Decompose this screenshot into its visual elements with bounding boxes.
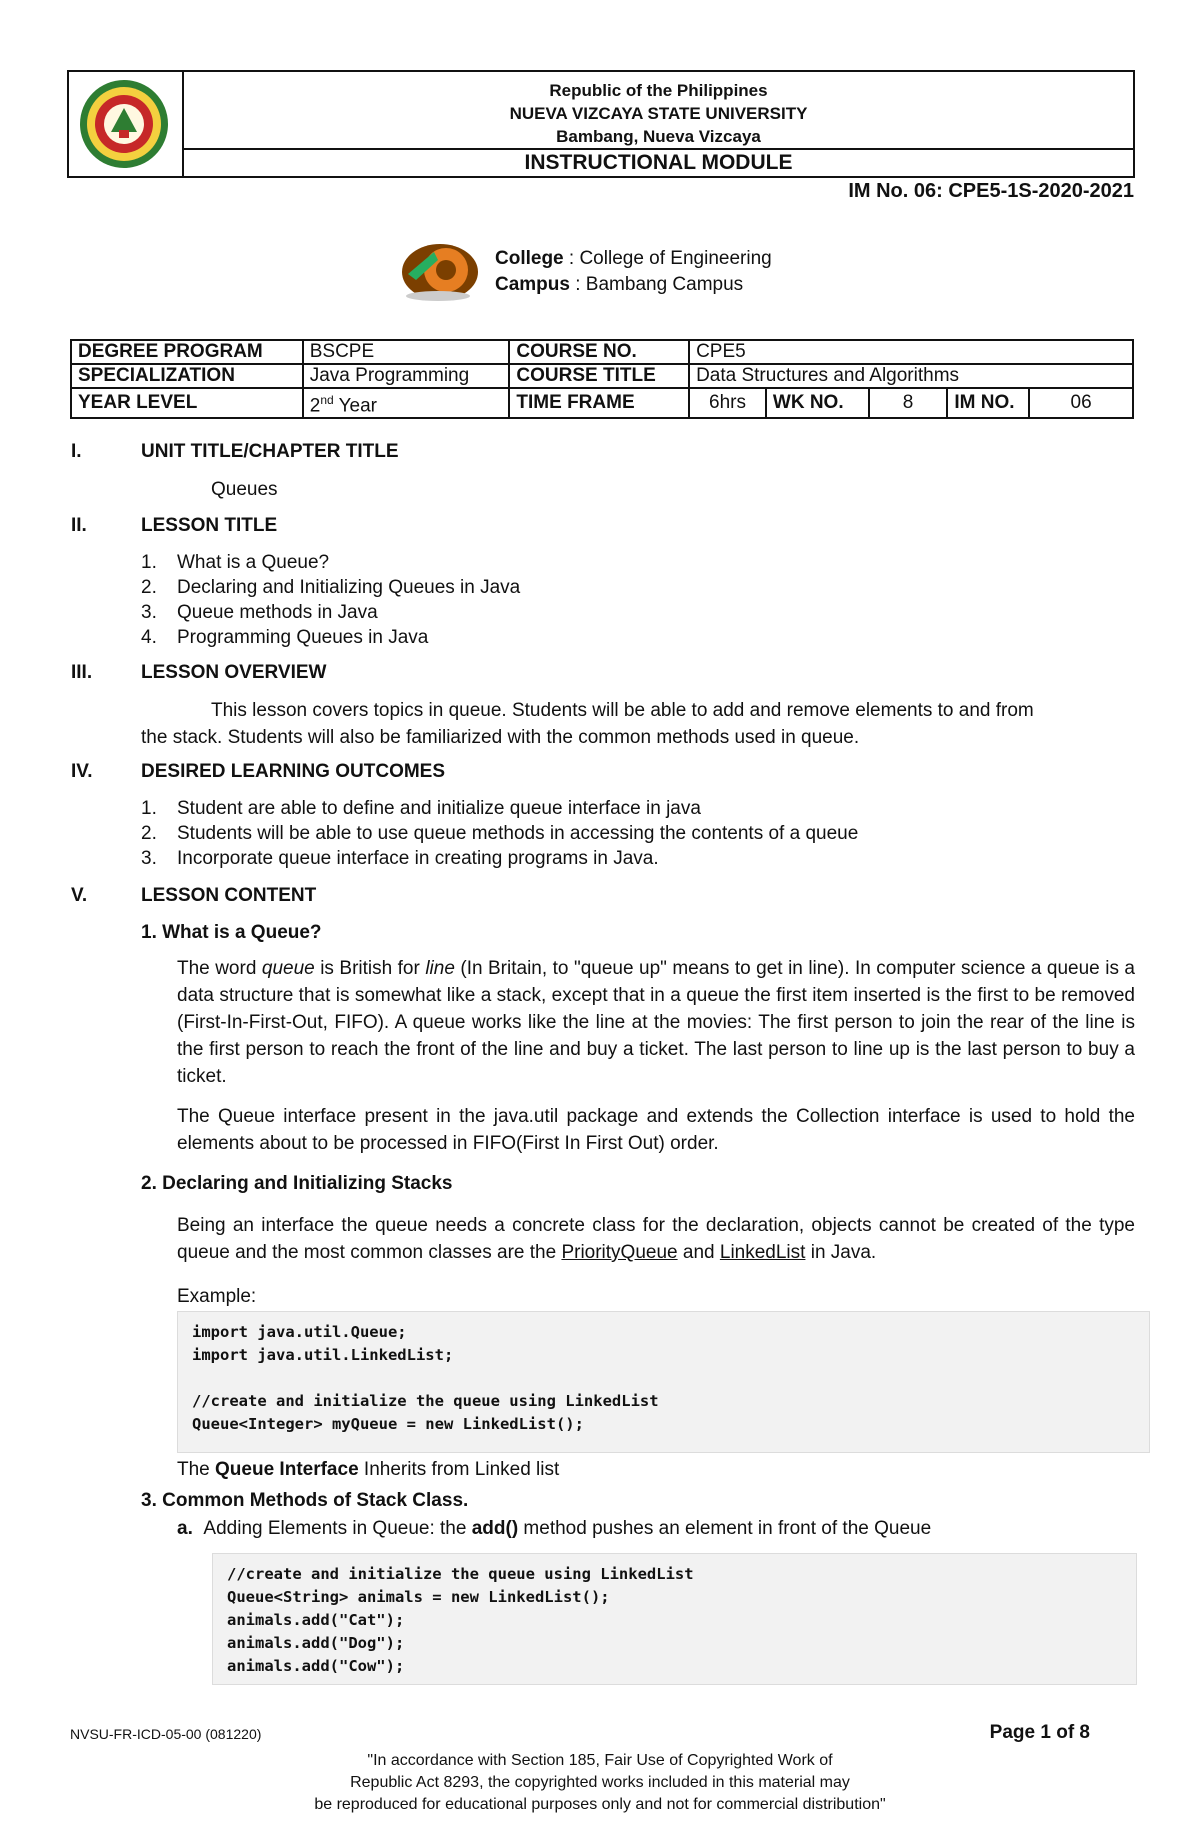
college-label: College <box>495 248 564 269</box>
code-block-add: //create and initialize the queue using LinkedList Queue<String> animals = new LinkedList(); animals.add("Cat"); animals.add("Dog"); animals.add("Cow"); <box>212 1553 1137 1685</box>
campus-value: : Bambang Campus <box>569 274 744 295</box>
section-2-number: II. <box>71 515 87 536</box>
list-item: 3. Incorporate queue interface in creating programs in Java. <box>141 848 659 869</box>
page-number: Page 1 of 8 <box>989 1722 1090 1743</box>
university-location: Bambang, Nueva Vizcaya <box>556 127 761 146</box>
section-2-title: LESSON TITLE <box>141 515 278 536</box>
im-no-value: 06 <box>1029 388 1133 418</box>
im-no-label: IM NO. <box>947 388 1029 418</box>
republic-line: Republic of the Philippines <box>549 81 768 100</box>
specialization-label: SPECIALIZATION <box>71 364 303 388</box>
overview-line-1: This lesson covers topics in queue. Students will be able to add and remove elements to and from <box>211 700 1034 721</box>
lesson-title-list <box>141 550 520 650</box>
wk-no-label: WK NO. <box>766 388 869 418</box>
section-1-title: UNIT TITLE/CHAPTER TITLE <box>141 441 399 462</box>
heading-declaring: 2. Declaring and Initializing Stacks <box>141 1173 453 1194</box>
add-method-item: a. Adding Elements in Queue: the add() method pushes an element in front of the Queue <box>177 1518 932 1539</box>
university-seal-cell <box>69 72 184 176</box>
queue-definition-paragraph: The word queue is British for line (In Britain, to "queue up" means to get in line). In computer science a queue is a data structure that is somewhat like a stack, except that in a queue the first item inserted is the first to be removed (First-In-First-Out, FIFO). A queue works like the line at the movies: The first person to join the rear of the line is the first person to reach the front of the line and buy a ticket. The last person to line up is the last person to buy a ticket. <box>177 958 1135 1087</box>
im-number: IM No. 06: CPE5-1S-2020-2021 <box>848 180 1134 202</box>
code-block-declaration: import java.util.Queue; import java.util.LinkedList; //create and initialize the queue using LinkedList Queue<Integer> myQueue = new LinkedList(); <box>177 1311 1150 1453</box>
inherits-note: The Queue Interface Inherits from Linked list <box>177 1459 560 1480</box>
copyright-note: "In accordance with Section 185, Fair Use of Copyrighted Work of Republic Act 8293, the copyrighted works included in this material may be reproduced for educational purposes only and not for commercial distribution" <box>314 1752 886 1813</box>
wk-no-value: 8 <box>869 388 948 418</box>
list-item: 4. Programming Queues in Java <box>141 627 429 648</box>
university-name: NUEVA VIZCAYA STATE UNIVERSITY <box>509 104 808 123</box>
year-level-sup: nd <box>320 393 334 407</box>
priorityqueue-link[interactable]: PriorityQueue <box>561 1242 678 1263</box>
course-title-label: COURSE TITLE <box>509 364 689 388</box>
list-item: 2. Students will be able to use queue methods in accessing the contents of a queue <box>141 823 859 844</box>
year-level-rest: Year <box>333 395 377 417</box>
section-1-number: I. <box>71 441 82 462</box>
year-level-value <box>303 388 510 418</box>
college-info <box>495 246 772 298</box>
university-seal-logo <box>69 72 181 176</box>
section-5-title: LESSON CONTENT <box>141 885 317 906</box>
college-value: : College of Engineering <box>563 248 772 269</box>
list-item: 1. Student are able to define and initialize queue interface in java <box>141 798 701 819</box>
queue-interface-paragraph: The Queue interface present in the java.util package and extends the Collection interface is used to hold the elements about to be processed in FIFO(First In First Out) order. <box>177 1106 1135 1154</box>
time-frame-label: TIME FRAME <box>509 388 689 418</box>
course-title-value: Data Structures and Algorithms <box>689 364 1133 388</box>
section-4-title: DESIRED LEARNING OUTCOMES <box>141 761 446 782</box>
linkedlist-link[interactable]: LinkedList <box>719 1242 806 1263</box>
form-number: NVSU-FR-ICD-05-00 (081220) <box>70 1726 262 1742</box>
declaring-paragraph: Being an interface the queue needs a concrete class for the declaration, objects cannot be created of the type queue and the most common classes are the PriorityQueue and LinkedList in Java. <box>177 1215 1135 1263</box>
campus-label: Campus <box>495 274 570 295</box>
year-level-num: 2 <box>309 395 321 417</box>
module-title: INSTRUCTIONAL MODULE <box>524 151 793 174</box>
heading-common-methods: 3. Common Methods of Stack Class. <box>141 1490 469 1511</box>
unit-title-body: Queues <box>211 479 278 500</box>
course-no-value: CPE5 <box>689 340 1133 364</box>
degree-program-value: BSCPE <box>303 340 510 364</box>
section-5-number: V. <box>71 885 88 906</box>
specialization-value: Java Programming <box>303 364 510 388</box>
degree-program-label: DEGREE PROGRAM <box>71 340 303 364</box>
course-no-label: COURSE NO. <box>509 340 689 364</box>
example-label: Example: <box>177 1286 257 1307</box>
list-item: 2. Declaring and Initializing Queues in Java <box>141 577 521 598</box>
heading-what-is-queue: 1. What is a Queue? <box>141 922 322 943</box>
university-heading <box>184 72 1133 150</box>
overview-line-2: the stack. Students will also be familiarized with the common methods used in queue. <box>141 727 860 748</box>
college-logo <box>398 234 482 304</box>
list-item: 1. What is a Queue? <box>141 552 330 573</box>
document-header <box>67 70 1135 178</box>
course-info-table <box>70 339 1134 419</box>
section-3-number: III. <box>71 662 93 683</box>
learning-outcomes-list <box>141 796 858 871</box>
item-a-label: a. <box>177 1518 193 1539</box>
list-item: 3. Queue methods in Java <box>141 602 378 623</box>
section-3-title: LESSON OVERVIEW <box>141 662 327 683</box>
year-level-label: YEAR LEVEL <box>71 388 303 418</box>
time-frame-value: 6hrs <box>689 388 766 418</box>
section-4-number: IV. <box>71 761 93 782</box>
